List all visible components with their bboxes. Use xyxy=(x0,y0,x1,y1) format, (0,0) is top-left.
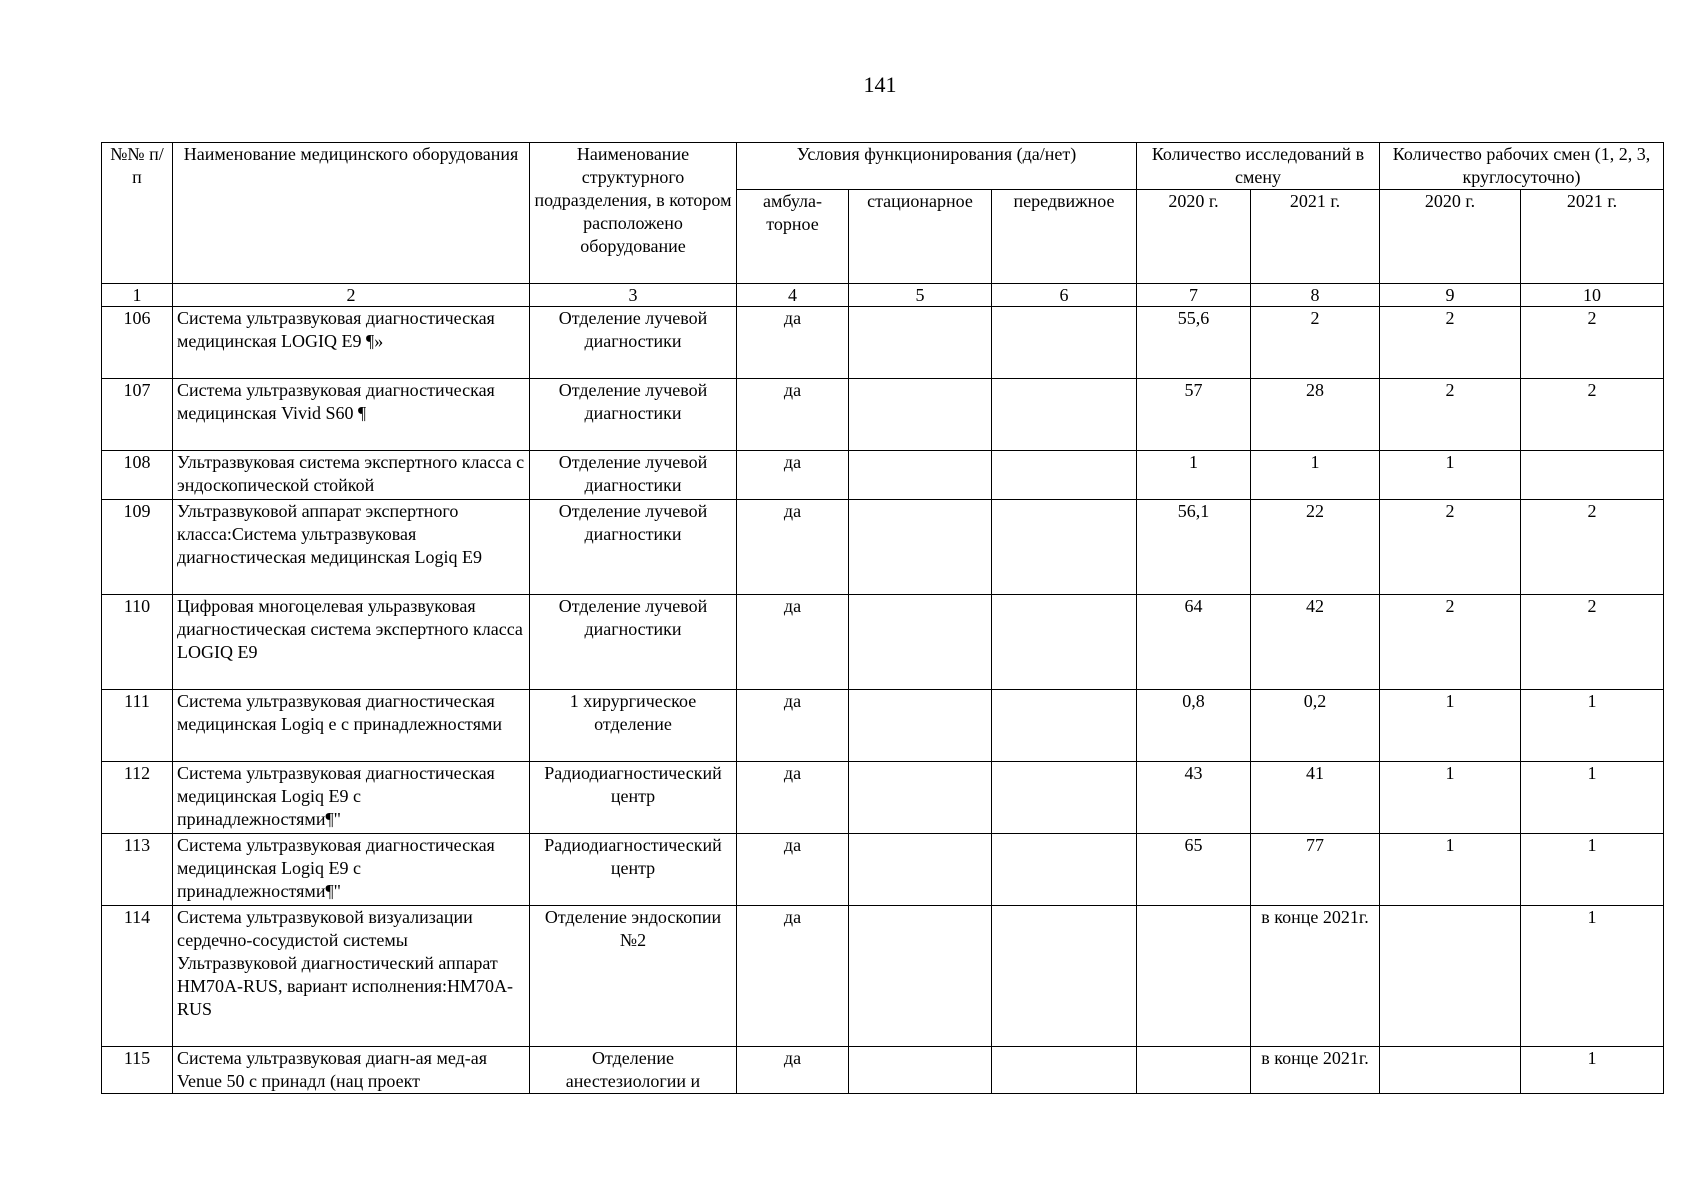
shifts-2020-value: 2 xyxy=(1380,307,1521,379)
research-2021-value: 22 xyxy=(1251,500,1380,595)
ambulatory-value: да xyxy=(737,762,849,834)
equipment-name: Система ультразвуковая диагностическая медицинская Logiq e с принадлежностями xyxy=(173,690,530,762)
header-shift-count: Количество рабочих смен (1, 2, 3, круглосуточно) xyxy=(1380,143,1664,190)
shifts-2020-value: 1 xyxy=(1380,834,1521,906)
shifts-2021-value: 1 xyxy=(1521,834,1664,906)
equipment-name: Система ультразвуковая диагностическая медицинская Vivid S60 ¶ xyxy=(173,379,530,451)
research-2020-value: 57 xyxy=(1137,379,1251,451)
department-name: Отделение лучевой диагностики xyxy=(530,595,737,690)
header-equipment-name: Наименование медицинского оборудования xyxy=(173,143,530,284)
mobile-value xyxy=(992,1047,1137,1094)
shifts-2021-value: 2 xyxy=(1521,595,1664,690)
column-number: 6 xyxy=(992,284,1137,307)
header-num: №№ п/п xyxy=(102,143,173,284)
stationary-value xyxy=(849,906,992,1047)
research-2021-value: 42 xyxy=(1251,595,1380,690)
table-row xyxy=(102,451,1664,500)
shifts-2021-value: 1 xyxy=(1521,762,1664,834)
header-stationary: стационарное xyxy=(849,190,992,284)
shifts-2021-value: 1 xyxy=(1521,1047,1664,1094)
stationary-value xyxy=(849,307,992,379)
row-number: 110 xyxy=(102,595,173,690)
ambulatory-value: да xyxy=(737,690,849,762)
mobile-value xyxy=(992,906,1137,1047)
mobile-value xyxy=(992,762,1137,834)
column-number: 2 xyxy=(173,284,530,307)
equipment-name: Цифровая многоцелевая ульразвуковая диагностическая система экспертного класса LOGIQ E9 xyxy=(173,595,530,690)
column-number: 9 xyxy=(1380,284,1521,307)
equipment-name: Система ультразвуковая диагн-ая мед-ая Venue 50 с принадл (нац проект xyxy=(173,1047,530,1094)
header-row-top xyxy=(102,143,1664,190)
mobile-value xyxy=(992,500,1137,595)
shifts-2021-value: 1 xyxy=(1521,690,1664,762)
header-conditions: Условия функционирования (да/нет) xyxy=(737,143,1137,190)
ambulatory-value: да xyxy=(737,595,849,690)
column-number-row xyxy=(102,284,1664,307)
header-department: Наименование структурного подразделения, в котором расположено оборудование xyxy=(530,143,737,284)
table-row xyxy=(102,307,1664,379)
header-research-count: Количество исследований в смену xyxy=(1137,143,1380,190)
research-2021-value: 41 xyxy=(1251,762,1380,834)
row-number: 114 xyxy=(102,906,173,1047)
header-ambulatory: амбула-торное xyxy=(737,190,849,284)
ambulatory-value: да xyxy=(737,834,849,906)
equipment-name: Система ультразвуковая диагностическая медицинская Logiq E9 с принадлежностями¶" xyxy=(173,834,530,906)
table-row xyxy=(102,1047,1664,1094)
equipment-name: Система ультразвуковой визуализации сердечно-сосудистой системы Ультразвуковой диагностический аппарат HM70A-RUS, вариант исполнения:HM70A-RUS xyxy=(173,906,530,1047)
research-2020-value: 43 xyxy=(1137,762,1251,834)
stationary-value xyxy=(849,500,992,595)
table-row xyxy=(102,762,1664,834)
research-2020-value xyxy=(1137,906,1251,1047)
header-mobile: передвижное xyxy=(992,190,1137,284)
stationary-value xyxy=(849,379,992,451)
row-number: 115 xyxy=(102,1047,173,1094)
research-2021-value: в конце 2021г. xyxy=(1251,1047,1380,1094)
shifts-2020-value: 2 xyxy=(1380,595,1521,690)
department-name: Радиодиагностический центр xyxy=(530,834,737,906)
column-number: 5 xyxy=(849,284,992,307)
table-row xyxy=(102,834,1664,906)
mobile-value xyxy=(992,834,1137,906)
table-row xyxy=(102,500,1664,595)
department-name: Отделение эндоскопии №2 xyxy=(530,906,737,1047)
stationary-value xyxy=(849,451,992,500)
research-2020-value xyxy=(1137,1047,1251,1094)
stationary-value xyxy=(849,595,992,690)
research-2020-value: 65 xyxy=(1137,834,1251,906)
mobile-value xyxy=(992,595,1137,690)
shifts-2021-value: 2 xyxy=(1521,500,1664,595)
department-name: Отделение лучевой диагностики xyxy=(530,451,737,500)
page-number: 141 xyxy=(863,72,897,97)
research-2020-value: 64 xyxy=(1137,595,1251,690)
column-number: 10 xyxy=(1521,284,1664,307)
department-name: 1 хирургическое отделение xyxy=(530,690,737,762)
header-shifts-2020: 2020 г. xyxy=(1380,190,1521,284)
research-2020-value: 1 xyxy=(1137,451,1251,500)
stationary-value xyxy=(849,690,992,762)
row-number: 109 xyxy=(102,500,173,595)
column-number: 7 xyxy=(1137,284,1251,307)
shifts-2020-value xyxy=(1380,906,1521,1047)
column-number: 3 xyxy=(530,284,737,307)
research-2021-value: 0,2 xyxy=(1251,690,1380,762)
department-name: Отделение лучевой диагностики xyxy=(530,500,737,595)
research-2020-value: 0,8 xyxy=(1137,690,1251,762)
mobile-value xyxy=(992,451,1137,500)
row-number: 111 xyxy=(102,690,173,762)
table-row xyxy=(102,690,1664,762)
research-2021-value: 77 xyxy=(1251,834,1380,906)
equipment-name: Система ультразвуковая диагностическая медицинская Logiq E9 с принадлежностями¶" xyxy=(173,762,530,834)
table-body xyxy=(102,307,1664,1094)
department-name: Отделение анестезиологии и xyxy=(530,1047,737,1094)
department-name: Радиодиагностический центр xyxy=(530,762,737,834)
header-research-2020: 2020 г. xyxy=(1137,190,1251,284)
table-row xyxy=(102,379,1664,451)
header-shifts-2021: 2021 г. xyxy=(1521,190,1664,284)
ambulatory-value: да xyxy=(737,1047,849,1094)
mobile-value xyxy=(992,379,1137,451)
shifts-2020-value: 1 xyxy=(1380,690,1521,762)
ambulatory-value: да xyxy=(737,906,849,1047)
equipment-table xyxy=(101,142,1664,1094)
research-2021-value: 1 xyxy=(1251,451,1380,500)
ambulatory-value: да xyxy=(737,451,849,500)
stationary-value xyxy=(849,762,992,834)
research-2021-value: 2 xyxy=(1251,307,1380,379)
shifts-2020-value: 2 xyxy=(1380,379,1521,451)
shifts-2021-value: 1 xyxy=(1521,906,1664,1047)
shifts-2020-value: 2 xyxy=(1380,500,1521,595)
row-number: 107 xyxy=(102,379,173,451)
column-number: 4 xyxy=(737,284,849,307)
row-number: 112 xyxy=(102,762,173,834)
ambulatory-value: да xyxy=(737,379,849,451)
ambulatory-value: да xyxy=(737,500,849,595)
research-2020-value: 56,1 xyxy=(1137,500,1251,595)
shifts-2020-value: 1 xyxy=(1380,451,1521,500)
ambulatory-value: да xyxy=(737,307,849,379)
column-number: 1 xyxy=(102,284,173,307)
row-number: 108 xyxy=(102,451,173,500)
mobile-value xyxy=(992,307,1137,379)
department-name: Отделение лучевой диагностики xyxy=(530,307,737,379)
stationary-value xyxy=(849,834,992,906)
research-2021-value: 28 xyxy=(1251,379,1380,451)
shifts-2021-value: 2 xyxy=(1521,307,1664,379)
shifts-2021-value: 2 xyxy=(1521,379,1664,451)
equipment-name: Ультразвуковой аппарат экспертного класса:Система ультразвуковая диагностическая медицинская Logiq E9 xyxy=(173,500,530,595)
shifts-2021-value xyxy=(1521,451,1664,500)
equipment-name: Система ультразвуковая диагностическая медицинская LOGIQ E9 ¶» xyxy=(173,307,530,379)
shifts-2020-value: 1 xyxy=(1380,762,1521,834)
mobile-value xyxy=(992,690,1137,762)
research-2020-value: 55,6 xyxy=(1137,307,1251,379)
column-number: 8 xyxy=(1251,284,1380,307)
header-research-2021: 2021 г. xyxy=(1251,190,1380,284)
row-number: 106 xyxy=(102,307,173,379)
table-row xyxy=(102,906,1664,1047)
table-row xyxy=(102,595,1664,690)
department-name: Отделение лучевой диагностики xyxy=(530,379,737,451)
stationary-value xyxy=(849,1047,992,1094)
equipment-name: Ультразвуковая система экспертного класса с эндоскопической стойкой xyxy=(173,451,530,500)
row-number: 113 xyxy=(102,834,173,906)
research-2021-value: в конце 2021г. xyxy=(1251,906,1380,1047)
shifts-2020-value xyxy=(1380,1047,1521,1094)
